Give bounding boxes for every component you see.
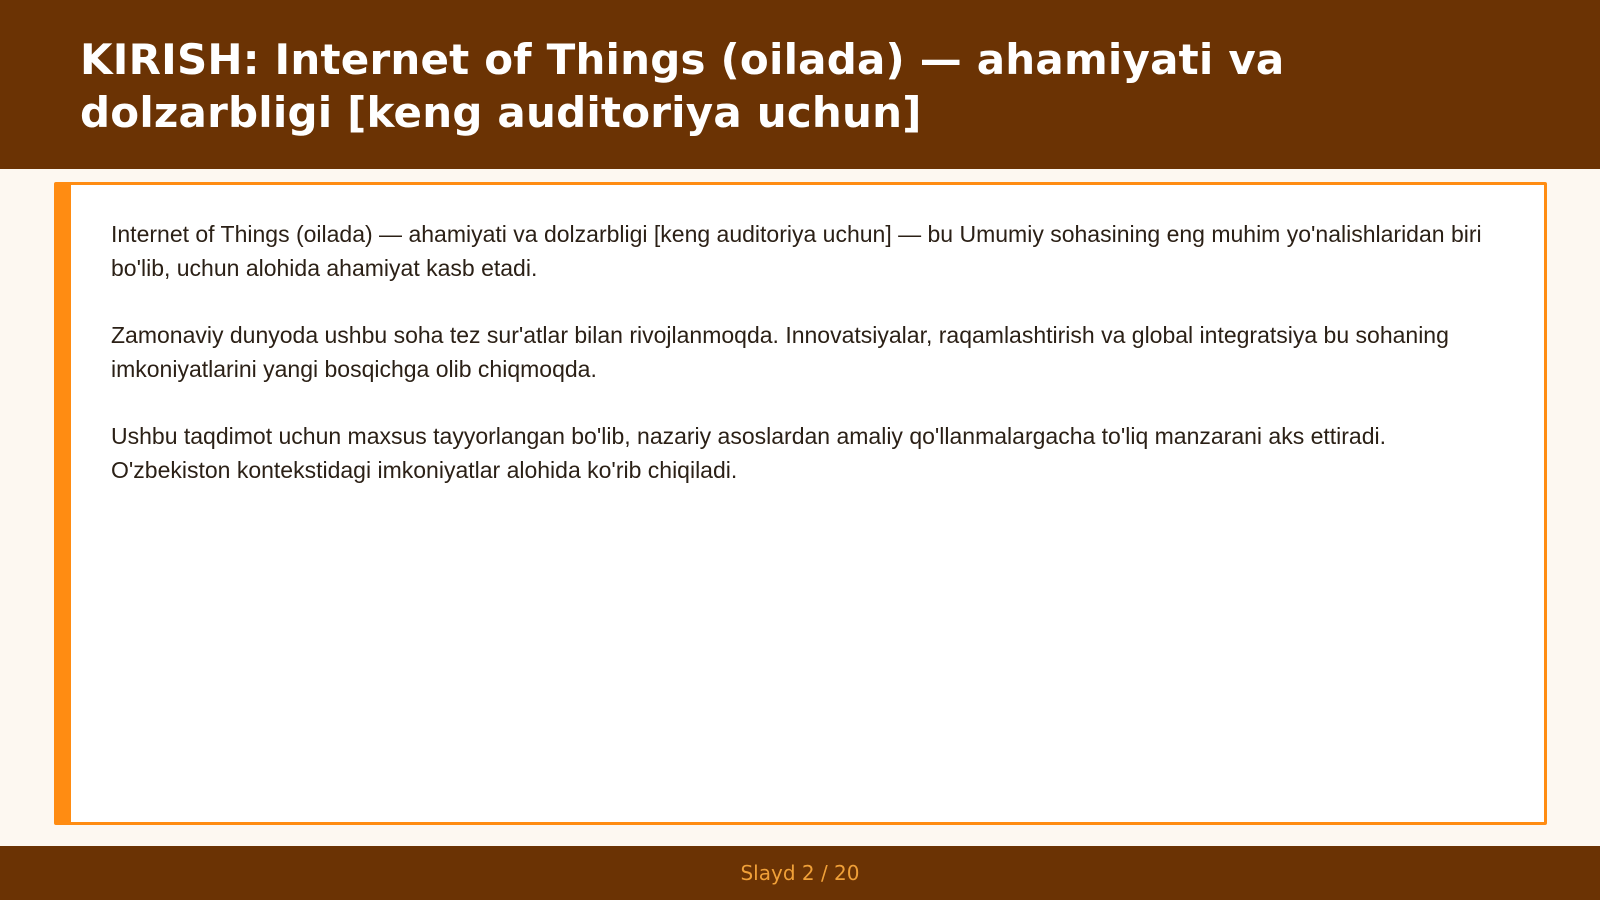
- slide-footer: [0, 846, 1600, 900]
- slide-header: [0, 0, 1600, 169]
- paragraph-modern-world: Zamonaviy dunyoda ushbu soha tez sur'atlar bilan rivojlanmoqda. Innovatsiyalar, raqamlashtirish va global integratsiya bu sohaning imkoniyatlarini yangi bosqichga olib chiqmoqda.: [111, 322, 1449, 382]
- paragraph-presentation-scope: Ushbu taqdimot uchun maxsus tayyorlangan bo'lib, nazariy asoslardan amaliy qo'llanmalargacha to'liq manzarani aks ettiradi. O'zbekiston kontekstidagi imkoniyatlar alohida ko'rib chiqiladi.: [111, 423, 1387, 483]
- slide-title: KIRISH: Internet of Things (oilada) — ahamiyati va dolzarbligi [keng auditoriya uchun]: [80, 35, 1285, 137]
- paragraph-intro: Internet of Things (oilada) — ahamiyati va dolzarbligi [keng auditoriya uchun] — bu Umumiy sohasining eng muhim yo'nalishlaridan biri bo'lib, uchun alohida ahamiyat kasb etadi.: [111, 221, 1482, 281]
- slide-counter: Slayd 2 / 20: [740, 861, 860, 885]
- content-card: [54, 182, 1547, 825]
